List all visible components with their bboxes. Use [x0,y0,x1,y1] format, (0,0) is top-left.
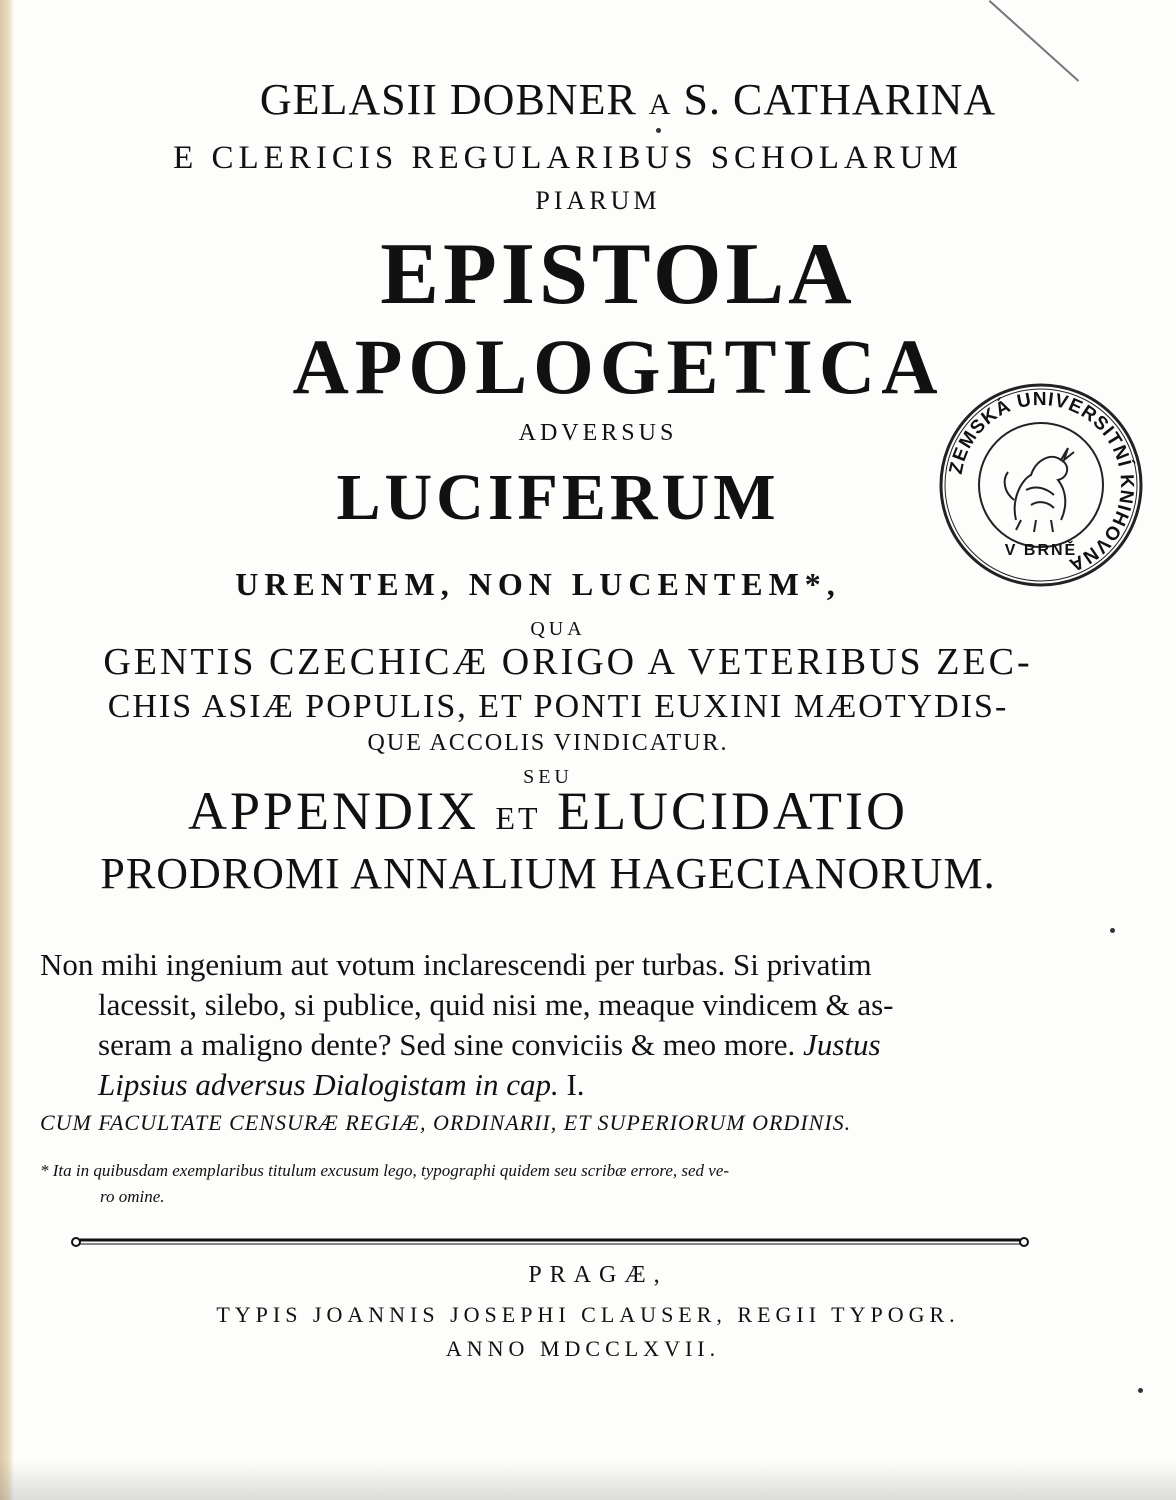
qua-label: QUA [530,618,586,640]
ink-speck [656,128,661,133]
quote-line-3-roman: seram a maligno dente? Sed sine conviciis & meo more. [98,1027,796,1062]
ink-speck [1138,1388,1143,1393]
quote-line-2: lacessit, silebo, si publice, quid nisi me, meaque vindicem & as- [98,987,894,1022]
author-name: GELASII DOBNER [259,75,637,124]
quote-line-4 [40,1065,1060,1105]
appendix-word: APPENDIX [187,781,479,841]
order-line-1: E CLERICIS REGULARIBUS SCHOLARUM [173,140,963,176]
title-luciferum: LUCIFERUM [336,461,780,534]
imprint-year: ANNO MDCCLXVII. [445,1336,721,1361]
adversus-label: ADVERSUS [518,420,678,446]
author-a: A [648,88,672,121]
footnote-line-1: * Ita in quibusdam exemplaribus titulum excusum lego, typographi quidem seu scribæ errore, sed ve- [40,1161,730,1180]
ink-speck [1110,928,1115,933]
quote-line-1: Non mihi ingenium aut votum inclarescendi per turbas. Si privatim [40,947,872,982]
description-line-1: GENTIS CZECHICÆ ORIGO A VETERIBUS ZEC- [103,641,1033,683]
order-line-2: PIARUM [535,186,661,215]
page-corner-crease [989,0,1080,82]
library-stamp-icon [936,380,1146,590]
epigraph-quote [40,945,1060,1105]
imprint-place: PRAGÆ, [528,1262,668,1288]
seu-label: SEU [523,766,573,788]
censure-line: CUM FACULTATE CENSURÆ REGIÆ, ORDINARII, ET SUPERIORUM ORDINIS. [40,1110,852,1135]
author-line [40,74,1176,125]
quote-source: Lipsius adversus Dialogistam in cap. [98,1067,559,1102]
appendix-line [0,780,1136,842]
ornamental-rule [70,1232,1030,1248]
quote-author-first: Justus [803,1027,881,1062]
description-line-2: CHIS ASIÆ POPULIS, ET PONTI EUXINI MÆOTYDIS- [107,688,1009,725]
quote-chapter: I. [566,1067,585,1102]
footnote-line-2: ro omine. [100,1187,165,1206]
page-bottom-shadow [0,1460,1176,1500]
stamp-bottom-text: V BRNĚ [1004,542,1078,559]
title-epistola: EPISTOLA [380,226,856,323]
appendix-et: ET [495,800,541,836]
title-apologetica: APOLOGETICA [292,323,944,410]
author-place: S. CATHARINA [683,75,997,124]
lion-emblem-icon [1005,448,1074,532]
description-line-3: QUE ACCOLIS VINDICATUR. [367,730,729,756]
imprint-printer: TYPIS JOANNIS JOSEPHI CLAUSER, REGII TYPOGR. [216,1302,960,1327]
footnote [40,1158,1060,1210]
stamp-ring-text: ZEMSKÁ UNIVERSITNÍ KNIHOVNA [945,388,1138,576]
subtitle-urentem: URENTEM, NON LUCENTEM*, [235,566,841,602]
quote-line-3 [40,1025,1060,1065]
elucidatio-word: ELUCIDATIO [557,781,909,841]
prodromi-line: PRODROMI ANNALIUM HAGECIANORUM. [100,849,996,898]
